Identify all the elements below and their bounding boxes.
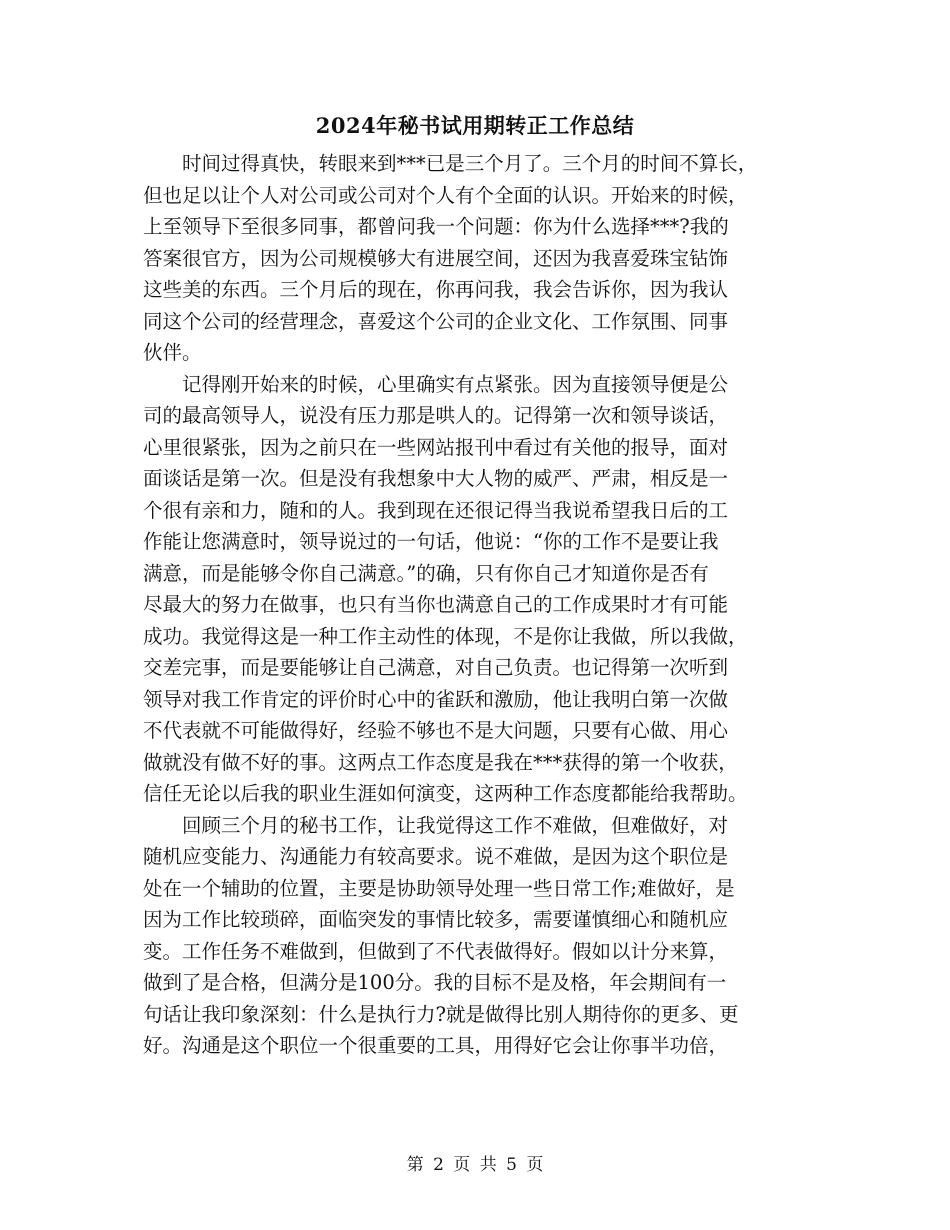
text-line: 这些美的东西。三个月后的现在，你再问我，我会告诉你，因为我认 — [143, 278, 729, 301]
text-line: 变。工作任务不难做到，但做到了不代表做得好。假如以计分来算， — [143, 939, 729, 963]
text-line: 随机应变能力、沟通能力有较高要求。说不难做，是因为这个职位是 — [143, 845, 729, 868]
text-line: 个很有亲和力，随和的人。我到现在还很记得当我说希望我日后的工 — [143, 498, 729, 522]
text-line: 心里很紧张，因为之前只在一些网站报刊中看过有关他的报导，面对 — [143, 435, 729, 459]
text-line: 伙伴。 — [143, 341, 202, 364]
text-line: 上至领导下至很多同事，都曾问我一个问题：你为什么选择***?我的 — [143, 215, 729, 238]
text-line: 不代表就不可能做得好，经验不够也不是大问题，只要有心做、用心 — [143, 719, 729, 742]
text-line: 句话让我印象深刻：什么是执行力?就是做得比别人期待你的更多、更 — [143, 1002, 739, 1026]
document-title: 2024年秘书试用期转正工作总结 — [315, 113, 635, 138]
text-line: 成功。我觉得这是一种工作主动性的体现，不是你让我做，所以我做， — [143, 624, 748, 648]
text-line: 司的最高领导人，说没有压力那是哄人的。记得第一次和领导谈话， — [143, 404, 729, 427]
text-line: 做就没有做不好的事。这两点工作态度是我在***获得的第一个收获， — [143, 750, 738, 774]
text-line: 处在一个辅助的位置，主要是协助领导处理一些日常工作;难做好，是 — [143, 876, 735, 900]
text-line: 同这个公司的经营理念，喜爱这个公司的企业文化、工作氛围、同事 — [143, 309, 729, 333]
text-line: 但也足以让个人对公司或公司对个人有个全面的认识。开始来的时候， — [143, 183, 748, 207]
text-line: 回顾三个月的秘书工作，让我觉得这工作不难做，但难做好，对 — [143, 813, 729, 837]
text-line: 好。沟通是这个职位一个很重要的工具，用得好它会让你事半功倍， — [143, 1034, 729, 1057]
page-number-footer: 第 2 页 共 5 页 — [406, 1155, 544, 1175]
document-body — [143, 148, 807, 1062]
text-line: 信任无论以后我的职业生涯如何演变，这两种工作态度都能给我帮助。 — [143, 782, 748, 805]
text-line: 时间过得真快，转眼来到***已是三个月了。三个月的时间不算长， — [143, 152, 758, 175]
text-line: 作能让您满意时，领导说过的一句话，他说：“你的工作不是要让我 — [143, 530, 719, 553]
text-line: 因为工作比较琐碎，面临突发的事情比较多，需要谨慎细心和随机应 — [143, 908, 729, 931]
text-line: 做到了是合格，但满分是100分。我的目标不是及格，年会期间有一 — [143, 971, 727, 994]
text-line: 面谈话是第一次。但是没有我想象中大人物的威严、严肃，相反是一 — [143, 467, 729, 490]
text-line: 交差完事，而是要能够让自己满意，对自己负责。也记得第一次听到 — [143, 656, 729, 679]
text-line: 领导对我工作肯定的评价时心中的雀跃和激励，他让我明白第一次做 — [143, 687, 729, 711]
text-line: 尽最大的努力在做事，也只有当你也满意自己的工作成果时才有可能 — [143, 593, 729, 616]
text-line: 答案很官方，因为公司规模够大有进展空间，还因为我喜爱珠宝钻饰 — [143, 246, 729, 270]
text-line: 记得刚开始来的时候，心里确实有点紧张。因为直接领导便是公 — [143, 372, 729, 396]
text-line: 满意，而是能够令你自己满意。”的确，只有你自己才知道你是否有 — [143, 561, 709, 585]
